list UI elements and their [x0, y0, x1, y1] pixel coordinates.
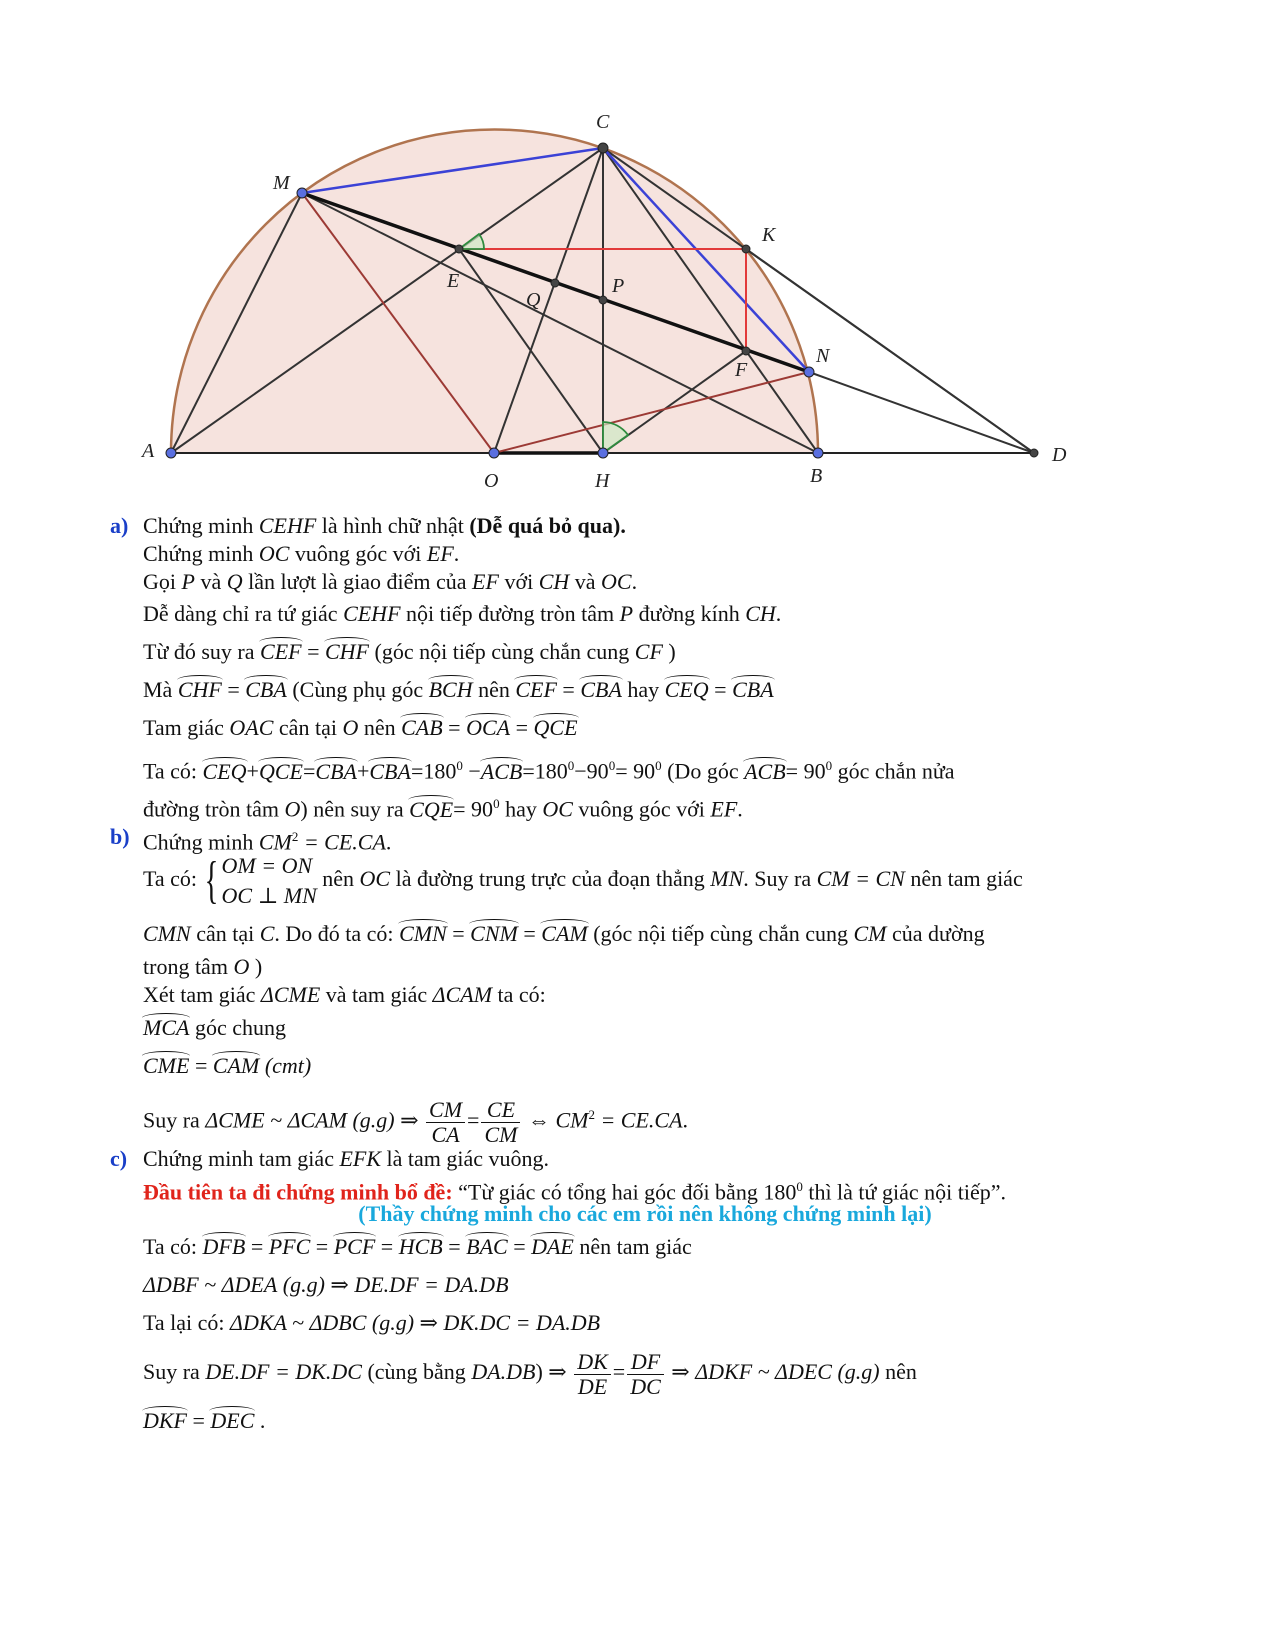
math: CEHF	[343, 601, 401, 627]
part-a-line-1	[110, 512, 1180, 540]
text: nên tam giác	[579, 1234, 692, 1260]
text: ) nên suy ra	[300, 796, 404, 822]
angle: CBA	[315, 758, 357, 784]
angle: CAB	[401, 715, 443, 741]
math: P	[619, 601, 634, 627]
text: vuông góc với	[294, 540, 422, 566]
math: ⇔ CM	[527, 1107, 589, 1133]
text: nên	[885, 1359, 917, 1385]
math: CH	[538, 568, 570, 594]
math: ΔDKA ~ ΔDBC	[230, 1310, 367, 1336]
system-row: OC ⊥ MN	[221, 883, 317, 909]
part-a-line-3	[110, 568, 1180, 596]
text: +	[246, 758, 259, 784]
text: =	[302, 758, 316, 784]
angle: CQE	[409, 796, 454, 822]
angle: CBA	[732, 677, 774, 703]
text: và	[200, 568, 222, 594]
brace: {	[204, 852, 218, 910]
text: Xét tam giác	[143, 981, 256, 1007]
text: ta có:	[497, 981, 546, 1007]
degree: 0	[456, 758, 463, 774]
text: = 90	[615, 758, 656, 784]
text: =	[448, 715, 461, 741]
part-c-line-1	[110, 1145, 1180, 1173]
math: OC	[542, 796, 573, 822]
part-a-line-9	[110, 785, 1180, 823]
part-a-line-2	[110, 540, 1180, 568]
text: =	[467, 1107, 480, 1133]
math: CM	[258, 829, 292, 855]
degree: 0	[567, 758, 575, 774]
angle: CEF	[515, 677, 557, 703]
denominator: CA	[431, 1121, 460, 1147]
label-K: K	[762, 224, 776, 246]
numerator: DF	[627, 1350, 664, 1375]
label-H: H	[595, 470, 610, 492]
text: (Cùng phụ góc	[292, 677, 424, 703]
numerator: CE	[481, 1098, 520, 1123]
text: =	[612, 1359, 626, 1385]
degree: 0	[655, 758, 662, 774]
text: hay	[505, 796, 537, 822]
label-A: A	[142, 440, 155, 462]
angle: CBA	[245, 677, 287, 703]
angle: CEQ	[202, 758, 247, 784]
math: CEHF	[258, 513, 317, 538]
system-rows	[222, 851, 317, 911]
teacher-note: (Thầy chứng minh cho các em rồi nên không chứng minh lại)	[358, 1201, 932, 1227]
label-P: P	[612, 275, 625, 297]
angle: ACB	[480, 758, 523, 784]
angle: ACB	[744, 758, 786, 784]
math: C	[259, 921, 275, 947]
math: (g.g) ⇒	[352, 1107, 419, 1133]
part-a-line-4	[110, 595, 1180, 633]
part-b-label: b)	[110, 824, 130, 850]
math: = CE.CA	[303, 829, 386, 855]
point-F	[742, 347, 750, 355]
degree: 0	[608, 758, 616, 774]
text: góc chung	[194, 1014, 286, 1040]
numerator: DK	[574, 1350, 611, 1375]
math: (g.g) ⇒ DE.DF = DA.DB	[282, 1272, 509, 1298]
exponent: 2	[291, 829, 299, 845]
angle: CEQ	[664, 677, 709, 703]
text: nên tam giác	[910, 866, 1023, 892]
text: của dường	[892, 921, 985, 947]
point-B	[813, 448, 823, 458]
text: Suy ra	[143, 1359, 200, 1385]
text: Chứng minh	[143, 540, 254, 566]
fraction	[627, 1350, 664, 1399]
math: ΔCME ~ ΔCAM	[205, 1107, 347, 1133]
label-O: O	[484, 470, 499, 492]
point-E	[455, 245, 463, 253]
text: .	[775, 601, 782, 627]
label-D: D	[1052, 444, 1067, 466]
text: “Từ giác có tổng hai góc đối bằng 180	[458, 1178, 797, 1204]
math: ΔCME	[260, 981, 321, 1007]
math: CF	[634, 639, 663, 665]
text: cân tại	[196, 921, 255, 947]
label-B: B	[810, 465, 823, 487]
text: và tam giác	[325, 981, 428, 1007]
text: với	[504, 568, 534, 594]
angle: DEC	[210, 1408, 255, 1434]
text: Gọi	[143, 568, 176, 594]
degree: 0	[796, 1178, 803, 1194]
part-c-line-3	[110, 1200, 1180, 1228]
text: −	[468, 758, 481, 784]
text: Suy ra	[143, 1107, 200, 1133]
angle: CAM	[212, 1052, 260, 1078]
text: =	[250, 1234, 264, 1260]
degree: 0	[825, 758, 833, 774]
label-E: E	[447, 270, 460, 292]
point-A	[166, 448, 176, 458]
math: OC	[258, 540, 290, 566]
text: =	[227, 677, 240, 703]
angle: HCB	[398, 1234, 443, 1260]
angle: CHF	[177, 677, 222, 703]
angle: BAC	[466, 1234, 508, 1260]
geometry-figure	[130, 100, 1090, 495]
text: nên	[322, 866, 355, 892]
text: =	[380, 1234, 394, 1260]
math: DE.DF = DK.DC	[205, 1359, 362, 1385]
part-b-line-2	[110, 851, 1180, 915]
math: ΔDBF ~ ΔDEA	[143, 1272, 278, 1298]
text: Mà	[143, 677, 173, 703]
math: OC	[601, 568, 632, 594]
point-Q	[551, 279, 559, 287]
solution-text	[110, 512, 1180, 1440]
text: nên	[478, 677, 510, 703]
angle: CEF	[260, 639, 302, 665]
point-C	[598, 143, 608, 153]
text: =180	[410, 758, 457, 784]
segment-ND	[809, 372, 1034, 453]
text: =	[523, 921, 536, 947]
text: .	[631, 568, 638, 594]
denominator: CM	[484, 1121, 518, 1147]
part-a-line-8	[110, 747, 1180, 785]
exponent: 2	[588, 1106, 595, 1122]
text: Chứng minh	[143, 829, 254, 855]
label-N: N	[816, 345, 830, 367]
text: cân tại	[278, 715, 337, 741]
point-K	[742, 245, 750, 253]
math: EF	[426, 540, 454, 566]
text: (cùng bằng	[367, 1359, 466, 1385]
text: =180	[522, 758, 568, 784]
part-a-line-7	[110, 709, 1180, 747]
text: =	[452, 921, 465, 947]
angle: MCA	[143, 1014, 190, 1040]
text: . Suy ra	[743, 866, 812, 892]
math: CH	[745, 601, 776, 627]
numerator: CM	[426, 1098, 465, 1123]
math: O	[284, 796, 301, 822]
angle: PCF	[333, 1234, 376, 1260]
text: là tam giác vuông.	[386, 1145, 550, 1171]
text: (góc nội tiếp cùng chắn cung	[374, 639, 630, 665]
math: (cmt)	[264, 1052, 312, 1078]
bold-note: (Dễ quá bỏ qua).	[469, 513, 626, 538]
text: =	[513, 1234, 526, 1260]
angle: BCH	[428, 677, 473, 703]
angle: CMN	[399, 921, 447, 947]
math: CMN	[143, 921, 191, 947]
text: (góc nội tiếp cùng chắn cung	[593, 921, 848, 947]
text: Dễ dàng chỉ ra tứ giác	[143, 601, 338, 627]
point-D	[1030, 449, 1038, 457]
math: EF	[710, 796, 738, 822]
text: Ta có:	[143, 1234, 198, 1260]
math: ΔCAM	[432, 981, 493, 1007]
angle: DFB	[202, 1234, 246, 1260]
fraction	[426, 1098, 465, 1147]
text: là hình chữ nhật	[321, 513, 464, 538]
text: .	[385, 829, 392, 855]
text: =	[194, 1052, 208, 1078]
math: (g.g) ⇒ DK.DC = DA.DB	[371, 1310, 601, 1336]
part-c-label: c)	[110, 1145, 128, 1171]
text: )	[254, 954, 263, 980]
angle: QCE	[533, 715, 578, 741]
text: =	[515, 715, 529, 741]
point-P	[599, 296, 607, 304]
text: .	[682, 1107, 689, 1133]
text: =	[315, 1234, 329, 1260]
text: ) ⇒	[535, 1359, 567, 1385]
math: = CE.CA	[600, 1107, 683, 1133]
point-H	[598, 448, 608, 458]
angle: CBA	[369, 758, 411, 784]
part-b-line-5	[110, 981, 1180, 1009]
part-b-line-7	[110, 1047, 1180, 1085]
part-b-line-6	[110, 1009, 1180, 1047]
part-c-line-8	[110, 1402, 1180, 1440]
text: Chứng minh tam giác	[143, 1145, 334, 1171]
text: = 90	[785, 758, 826, 784]
math: ⇒ ΔDKF ~ ΔDEC	[671, 1359, 832, 1385]
angle: CAM	[541, 921, 588, 947]
text: .	[737, 796, 743, 822]
text: =	[192, 1408, 205, 1434]
text: hay	[627, 677, 660, 703]
denominator: DC	[630, 1373, 661, 1399]
angle: OCA	[466, 715, 511, 741]
label-Q: Q	[526, 289, 541, 311]
text: =	[562, 677, 575, 703]
math: O	[233, 954, 250, 980]
part-c-line-5	[110, 1266, 1180, 1304]
angle: CNM	[470, 921, 518, 947]
text: = 90	[453, 796, 494, 822]
part-b-line-4	[110, 953, 1180, 981]
text: =	[714, 677, 727, 703]
text: . Do đó ta có:	[274, 921, 394, 947]
angle: QCE	[258, 758, 303, 784]
text: +	[356, 758, 370, 784]
label-M: M	[273, 172, 290, 194]
part-b-line-3	[110, 915, 1180, 953]
denominator: DE	[577, 1373, 608, 1399]
text: lần lượt là giao điểm của	[248, 568, 467, 594]
math: CM	[853, 921, 887, 947]
text: Chứng minh	[143, 513, 254, 538]
text: đường kính	[638, 601, 740, 627]
angle: CHF	[325, 639, 369, 665]
angle: DAE	[531, 1234, 574, 1260]
text: (Do góc	[667, 758, 739, 784]
math: EFK	[339, 1145, 382, 1171]
part-a-line-5	[110, 633, 1180, 671]
text: −90	[574, 758, 609, 784]
math: OAC	[229, 715, 274, 741]
text: Tam giác	[143, 715, 224, 741]
text: đường tròn tâm	[143, 796, 279, 822]
degree: 0	[493, 796, 500, 812]
math: CM = CN	[816, 866, 905, 892]
label-F: F	[735, 359, 748, 381]
text: và	[574, 568, 596, 594]
text: Ta lại có:	[143, 1310, 225, 1336]
fraction	[574, 1350, 611, 1399]
point-O	[489, 448, 499, 458]
point-M	[297, 188, 307, 198]
part-a-line-6	[110, 671, 1180, 709]
text: =	[448, 1234, 461, 1260]
angle: CME	[143, 1052, 190, 1078]
text: =	[307, 639, 320, 665]
text: Ta có:	[143, 866, 198, 892]
part-b-line-1	[110, 823, 1180, 855]
part-a-label: a)	[110, 513, 129, 538]
system-row: OM = ON	[221, 853, 313, 879]
equation-system	[203, 851, 317, 911]
math: EF	[472, 568, 499, 594]
text: .	[453, 540, 460, 566]
math: OC	[359, 866, 391, 892]
label-C: C	[596, 111, 610, 133]
text: Ta có:	[143, 758, 198, 784]
text: nội tiếp đường tròn tâm	[406, 601, 615, 627]
part-c-line-4	[110, 1228, 1180, 1266]
part-c-line-6	[110, 1304, 1180, 1342]
text: nên	[363, 715, 396, 741]
text: là đường trung trực của đoạn thẳng	[395, 866, 705, 892]
text: thì là tứ giác nội tiếp”.	[808, 1178, 1006, 1204]
angle: DKF	[143, 1408, 187, 1434]
text: góc chắn nửa	[837, 758, 955, 784]
part-c-line-2	[110, 1173, 1180, 1204]
part-b-line-8	[110, 1085, 1180, 1145]
math: P	[181, 568, 195, 594]
math: (g.g)	[837, 1359, 880, 1385]
text: trong tâm	[143, 954, 228, 980]
angle: PFC	[268, 1234, 311, 1260]
math: MN	[710, 866, 744, 892]
part-c-line-7	[110, 1342, 1180, 1402]
text: Từ đó suy ra	[143, 639, 255, 665]
point-N	[804, 367, 814, 377]
math: O	[342, 715, 359, 741]
text: .	[259, 1408, 266, 1434]
angle: CBA	[580, 677, 622, 703]
lemma-heading: Đầu tiên ta đi chứng minh bổ đề:	[143, 1178, 453, 1204]
text: )	[668, 639, 676, 665]
text: vuông góc với	[578, 796, 705, 822]
math: Q	[226, 568, 243, 594]
fraction	[481, 1098, 520, 1147]
math: DA.DB	[471, 1359, 536, 1385]
